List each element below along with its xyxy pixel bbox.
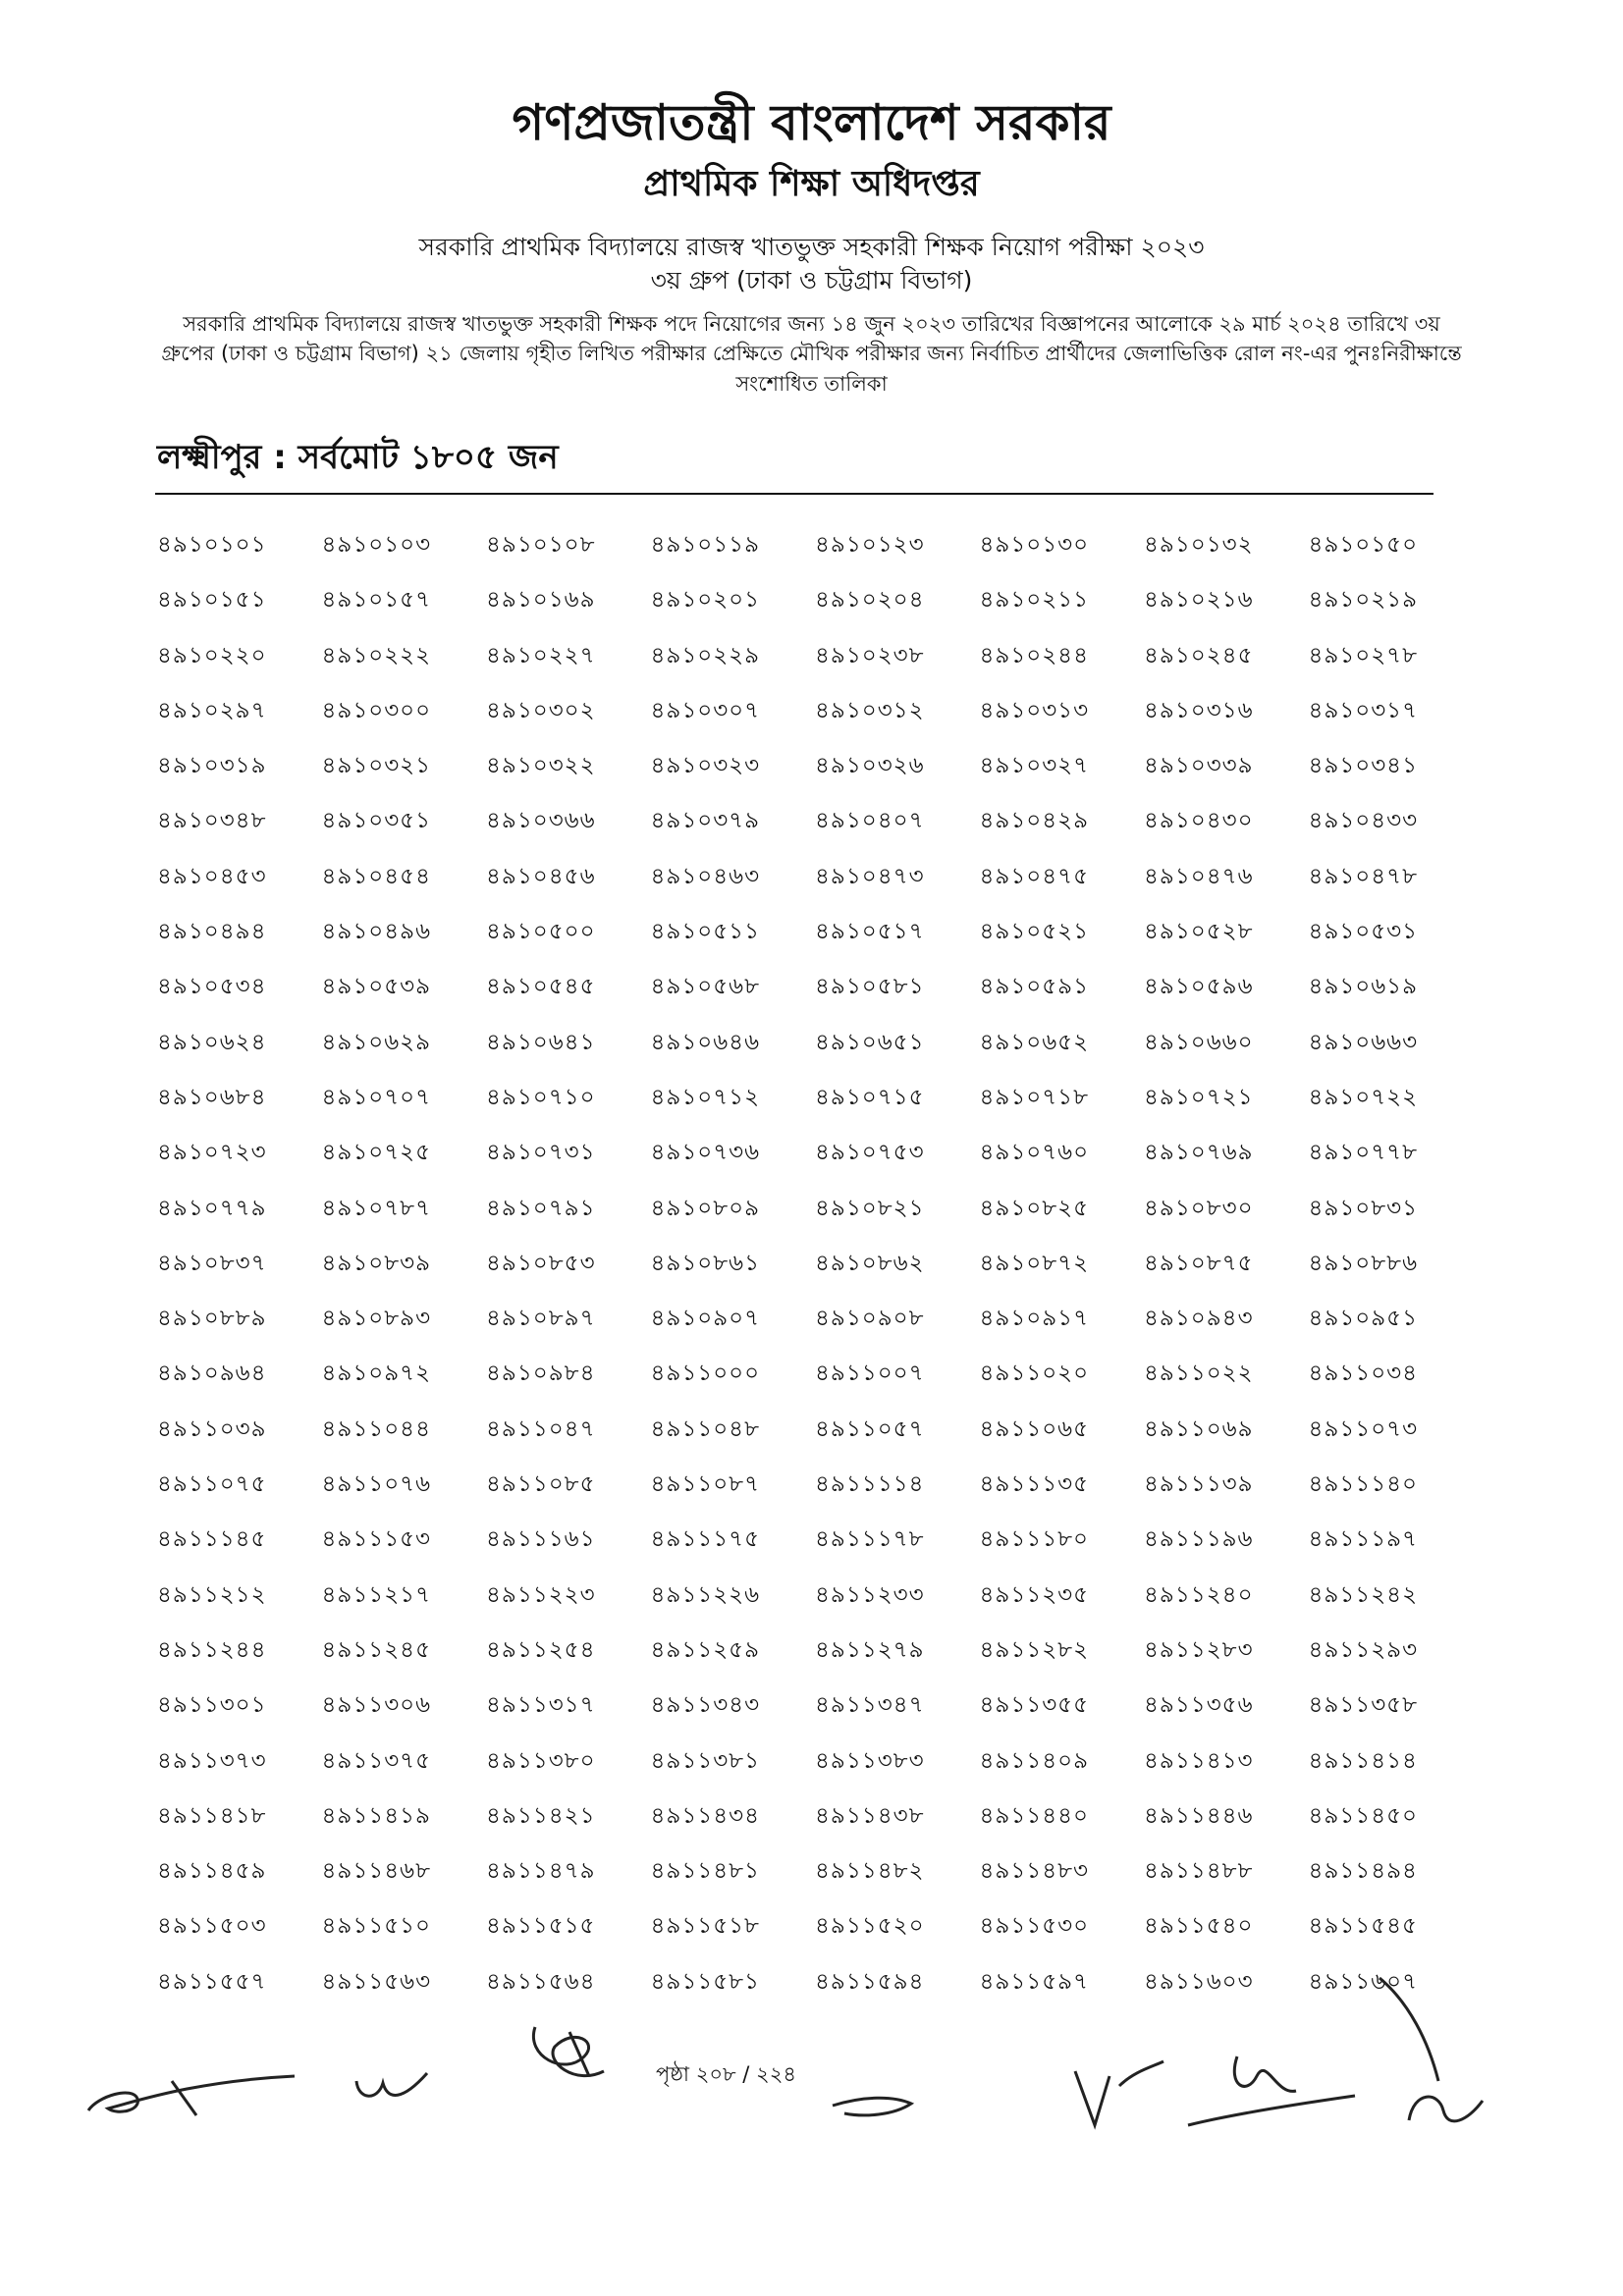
roll-number: ৪৯১০৪২৯ bbox=[979, 808, 1090, 834]
roll-number: ৪৯১০৪৯৬ bbox=[321, 919, 432, 945]
roll-number: ৪৯১১৪৫০ bbox=[1308, 1802, 1419, 1829]
roll-number: ৪৯১১২৪৫ bbox=[321, 1636, 432, 1663]
roll-number: ৪৯১০৬২৯ bbox=[321, 1029, 432, 1055]
roll-number: ৪৯১১০৩৪ bbox=[1308, 1361, 1419, 1387]
roll-number: ৪৯১০৫৬৮ bbox=[650, 974, 761, 1000]
roll-number: ৪৯১০৬২৪ bbox=[157, 1029, 267, 1055]
roll-number: ৪৯১০২১১ bbox=[979, 587, 1090, 614]
roll-row bbox=[157, 1907, 1473, 1962]
signature-6 bbox=[1168, 2037, 1365, 2145]
roll-number: ৪৯১০৭৬০ bbox=[979, 1140, 1090, 1166]
roll-number: ৪৯১০৩২৭ bbox=[979, 753, 1090, 779]
roll-number: ৪৯১১৪১৯ bbox=[321, 1802, 431, 1829]
roll-number: ৪৯১০৭১৮ bbox=[979, 1084, 1090, 1110]
roll-number: ৪৯১১১৩৫ bbox=[979, 1471, 1090, 1498]
roll-number: ৪৯১১৪৮৮ bbox=[1144, 1858, 1254, 1885]
roll-number: ৪৯১১০৬৯ bbox=[1144, 1415, 1254, 1442]
roll-row bbox=[157, 802, 1473, 857]
roll-number: ৪৯১০৭৫৩ bbox=[815, 1140, 925, 1166]
roll-number: ৪৯১১০৮৫ bbox=[486, 1471, 596, 1498]
roll-number: ৪৯১০৮৬১ bbox=[650, 1250, 761, 1276]
roll-number: ৪৯১১৩৫৮ bbox=[1308, 1692, 1419, 1719]
roll-number: ৪৯১১৫৪০ bbox=[1144, 1913, 1254, 1940]
roll-row bbox=[157, 747, 1473, 802]
roll-number: ৪৯১১৪৪৬ bbox=[1144, 1802, 1254, 1829]
roll-number: ৪৯১০৩৪৮ bbox=[157, 808, 267, 834]
signature-4 bbox=[825, 2076, 923, 2125]
roll-row bbox=[157, 1300, 1473, 1355]
roll-row bbox=[157, 1190, 1473, 1245]
roll-number: ৪৯১০৩৭৯ bbox=[650, 808, 761, 834]
roll-number: ৪৯১০৮৫৩ bbox=[486, 1250, 596, 1276]
roll-number: ৪৯১১১৯৬ bbox=[1144, 1526, 1254, 1553]
roll-number: ৪৯১১৩৮১ bbox=[650, 1747, 761, 1774]
heading-divider bbox=[155, 493, 1434, 495]
roll-row bbox=[157, 913, 1473, 968]
roll-number: ৪৯১১১৭৫ bbox=[650, 1526, 761, 1553]
roll-number: ৪৯১০১০১ bbox=[157, 532, 267, 558]
roll-number: ৪৯১১২৩৩ bbox=[815, 1581, 925, 1608]
roll-number: ৪৯১১৩৫৬ bbox=[1144, 1692, 1254, 1719]
roll-number: ৪৯১১৪৮২ bbox=[815, 1858, 925, 1885]
roll-number: ৪৯১১০২২ bbox=[1144, 1361, 1254, 1387]
roll-number: ৪৯১১০৭৫ bbox=[157, 1471, 267, 1498]
roll-number: ৪৯১০১৬৯ bbox=[486, 587, 596, 614]
roll-number: ৪৯১০৭২১ bbox=[1144, 1084, 1254, 1110]
roll-number: ৪৯১১৫১৮ bbox=[650, 1913, 760, 1940]
roll-number: ৪৯১০৬৮৪ bbox=[157, 1084, 267, 1110]
roll-number: ৪৯১০৩১৯ bbox=[157, 753, 267, 779]
roll-number: ৪৯১০৮৯৭ bbox=[486, 1306, 596, 1332]
roll-number: ৪৯১০৭৩৬ bbox=[650, 1140, 761, 1166]
roll-number: ৪৯১০৫৩৪ bbox=[157, 974, 267, 1000]
roll-number: ৪৯১০৩৪১ bbox=[1308, 753, 1419, 779]
roll-number: ৪৯১০৩০৭ bbox=[650, 697, 761, 723]
roll-number: ৪৯১১৪১৪ bbox=[1308, 1747, 1418, 1774]
roll-number: ৪৯১১৫২০ bbox=[815, 1913, 925, 1940]
signature-2 bbox=[349, 2061, 437, 2110]
roll-number: ৪৯১০২৪৪ bbox=[979, 642, 1090, 668]
roll-number: ৪৯১০২৯৭ bbox=[157, 697, 267, 723]
roll-number: ৪৯১১২২৩ bbox=[486, 1581, 596, 1608]
roll-number: ৪৯১০৬৫১ bbox=[815, 1029, 925, 1055]
roll-number: ৪৯১০৭০৭ bbox=[321, 1084, 432, 1110]
roll-number: ৪৯১০৮০৯ bbox=[650, 1195, 761, 1221]
roll-number: ৪৯১১০২০ bbox=[979, 1361, 1090, 1387]
roll-number: ৪৯১০১১৯ bbox=[650, 532, 761, 558]
roll-number: ৪৯১০৯৫১ bbox=[1308, 1306, 1419, 1332]
roll-number: ৪৯১০৮৩৭ bbox=[157, 1250, 267, 1276]
roll-number: ৪৯১০৫৩১ bbox=[1308, 919, 1419, 945]
roll-number: ৪৯১১৫৫৭ bbox=[157, 1968, 267, 1995]
roll-number-table bbox=[157, 526, 1473, 2018]
roll-number: ৪৯১১৪৩৮ bbox=[815, 1802, 925, 1829]
roll-number: ৪৯১১২৪২ bbox=[1308, 1581, 1419, 1608]
roll-number: ৪৯১০৫০০ bbox=[486, 919, 596, 945]
roll-number: ৪৯১১৩০৬ bbox=[321, 1692, 432, 1719]
roll-number: ৪৯১০২২০ bbox=[157, 642, 267, 668]
roll-number: ৪৯১০৮৭২ bbox=[979, 1250, 1090, 1276]
roll-row bbox=[157, 1079, 1473, 1134]
roll-number: ৪৯১১২৩৫ bbox=[979, 1581, 1090, 1608]
document-header bbox=[0, 93, 1623, 399]
roll-number: ৪৯১০৬১৯ bbox=[1308, 974, 1419, 1000]
roll-number: ৪৯১০৪৩৩ bbox=[1308, 808, 1419, 834]
roll-number: ৪৯১১২৫৪ bbox=[486, 1636, 596, 1663]
roll-number: ৪৯১১৫৬৩ bbox=[321, 1968, 432, 1995]
roll-number: ৪৯১১৫৮১ bbox=[650, 1968, 760, 1995]
roll-row bbox=[157, 692, 1473, 747]
roll-number: ৪৯১১৩৪৩ bbox=[650, 1692, 761, 1719]
roll-number: ৪৯১১৩৮০ bbox=[486, 1747, 596, 1774]
roll-number: ৪৯১০৯০৭ bbox=[650, 1306, 761, 1332]
roll-number: ৪৯১০৮৮৬ bbox=[1308, 1250, 1419, 1276]
roll-number: ৪৯১০৩২৬ bbox=[815, 753, 925, 779]
roll-number: ৪৯১০৩২৩ bbox=[650, 753, 761, 779]
roll-number: ৪৯১০৩২১ bbox=[321, 753, 432, 779]
roll-number: ৪৯১১০৮৭ bbox=[650, 1471, 761, 1498]
roll-number: ৪৯১০৮২১ bbox=[815, 1195, 925, 1221]
roll-number: ৪৯১০৪৬৩ bbox=[650, 863, 761, 889]
roll-number: ৪৯১১০০৭ bbox=[815, 1361, 925, 1387]
roll-number: ৪৯১০৭১২ bbox=[650, 1084, 761, 1110]
roll-number: ৪৯১০১০৮ bbox=[486, 532, 596, 558]
roll-number: ৪৯১০৩০০ bbox=[321, 697, 432, 723]
roll-number: ৪৯১০৬৬৩ bbox=[1308, 1029, 1419, 1055]
roll-number: ৪৯১১২৮৩ bbox=[1144, 1636, 1254, 1663]
roll-number: ৪৯১১২১২ bbox=[157, 1581, 267, 1608]
roll-number: ৪৯১১৪১৩ bbox=[1144, 1747, 1254, 1774]
roll-number: ৪৯১১৪৭৯ bbox=[486, 1858, 596, 1885]
roll-number: ৪৯১১৫০৩ bbox=[157, 1913, 267, 1940]
roll-number: ৪৯১১৫৯৭ bbox=[979, 1968, 1090, 1995]
roll-number: ৪৯১০২৩৮ bbox=[815, 642, 925, 668]
roll-number: ৪৯১১১১৪ bbox=[815, 1471, 925, 1498]
roll-number: ৪৯১০৩৬৬ bbox=[486, 808, 596, 834]
roll-number: ৪৯১১৪৬৮ bbox=[321, 1858, 432, 1885]
roll-number: ৪৯১০৩২২ bbox=[486, 753, 596, 779]
roll-row bbox=[157, 1576, 1473, 1631]
roll-row bbox=[157, 1024, 1473, 1079]
roll-number: ৪৯১১২৮২ bbox=[979, 1636, 1090, 1663]
roll-number: ৪৯১০৪৭৫ bbox=[979, 863, 1090, 889]
roll-number: ৪৯১০৩৩৯ bbox=[1144, 753, 1254, 779]
roll-number: ৪৯১০৯৪৩ bbox=[1144, 1306, 1254, 1332]
roll-number: ৪৯১০৭২৩ bbox=[157, 1140, 267, 1166]
roll-number: ৪৯১০৭৬৯ bbox=[1144, 1140, 1254, 1166]
roll-number: ৪৯১০৮৭৫ bbox=[1144, 1250, 1254, 1276]
roll-number: ৪৯১০৫৩৯ bbox=[321, 974, 432, 1000]
roll-number: ৪৯১০৪৫৩ bbox=[157, 863, 267, 889]
roll-number: ৪৯১০৮৮৯ bbox=[157, 1306, 267, 1332]
roll-row bbox=[157, 1742, 1473, 1797]
roll-row bbox=[157, 581, 1473, 636]
roll-row bbox=[157, 1852, 1473, 1907]
roll-number: ৪৯১১৩৪৭ bbox=[815, 1692, 925, 1719]
roll-number: ৪৯১০৩১২ bbox=[815, 697, 925, 723]
roll-row bbox=[157, 1355, 1473, 1410]
roll-number: ৪৯১১১৪৫ bbox=[157, 1526, 267, 1553]
roll-number: ৪৯১১০৪৪ bbox=[321, 1415, 432, 1442]
roll-number: ৪৯১০৮৩৯ bbox=[321, 1250, 432, 1276]
roll-number: ৪৯১১৫৯৪ bbox=[815, 1968, 925, 1995]
roll-row bbox=[157, 526, 1473, 581]
roll-number: ৪৯১০৮২৫ bbox=[979, 1195, 1090, 1221]
roll-number: ৪৯১১১৫৩ bbox=[321, 1526, 432, 1553]
roll-number: ৪৯১১১৬১ bbox=[486, 1526, 596, 1553]
roll-number: ৪৯১০২২৭ bbox=[486, 642, 596, 668]
roll-number: ৪৯১০৮৩০ bbox=[1144, 1195, 1254, 1221]
roll-number: ৪৯১১৪১৮ bbox=[157, 1802, 267, 1829]
roll-number: ৪৯১০২০১ bbox=[650, 587, 761, 614]
roll-number: ৪৯১০৪৭৬ bbox=[1144, 863, 1254, 889]
roll-number: ৪৯১১৫৬৪ bbox=[486, 1968, 596, 1995]
page-number: পৃষ্ঠা ২০৮ / ২২৪ bbox=[656, 2062, 796, 2086]
exam-title: সরকারি প্রাথমিক বিদ্যালয়ে রাজস্ব খাতভুক্ত সহকারী শিক্ষক নিয়োগ পরীক্ষা ২০২৩ bbox=[418, 232, 1205, 261]
roll-number: ৪৯১০৩০২ bbox=[486, 697, 596, 723]
roll-number: ৪৯১১২১৭ bbox=[321, 1581, 432, 1608]
roll-number: ৪৯১০২১৬ bbox=[1144, 587, 1254, 614]
roll-number: ৪৯১১৪৮১ bbox=[650, 1858, 760, 1885]
roll-number: ৪৯১১৩৫৫ bbox=[979, 1692, 1090, 1719]
roll-number: ৪৯১১৬০৩ bbox=[1144, 1968, 1254, 1995]
roll-number: ৪৯১০১৫১ bbox=[157, 587, 267, 614]
roll-number: ৪৯১১৩৭৫ bbox=[321, 1747, 432, 1774]
roll-number: ৪৯১০৭১৫ bbox=[815, 1084, 925, 1110]
roll-number: ৪৯১১০৭৩ bbox=[1308, 1415, 1419, 1442]
district-total-heading: লক্ষ্মীপুর : সর্বমোট ১৮০৫ জন bbox=[157, 438, 559, 477]
roll-number: ৪৯১১৩১৭ bbox=[486, 1692, 596, 1719]
roll-number: ৪৯১০৫২৮ bbox=[1144, 919, 1254, 945]
roll-number: ৪৯১০৭৩১ bbox=[486, 1140, 596, 1166]
roll-number: ৪৯১০৫৪৫ bbox=[486, 974, 596, 1000]
roll-row bbox=[157, 1631, 1473, 1686]
roll-number: ৪৯১০২৪৫ bbox=[1144, 642, 1254, 668]
roll-number: ৪৯১১৪৯৪ bbox=[1308, 1858, 1418, 1885]
roll-number: ৪৯১১৪৩৪ bbox=[650, 1802, 761, 1829]
roll-row bbox=[157, 1411, 1473, 1466]
roll-number: ৪৯১০৭৯১ bbox=[486, 1195, 596, 1221]
roll-number: ৪৯১০১৩০ bbox=[979, 532, 1090, 558]
roll-number: ৪৯১১০৭৬ bbox=[321, 1471, 432, 1498]
roll-number: ৪৯১০৬৪১ bbox=[486, 1029, 596, 1055]
roll-row bbox=[157, 1963, 1473, 2018]
roll-number: ৪৯১০৭৭৯ bbox=[157, 1195, 267, 1221]
roll-number: ৪৯১০৩৫১ bbox=[321, 808, 432, 834]
roll-number: ৪৯১১১৯৭ bbox=[1308, 1526, 1419, 1553]
department-title: প্রাথমিক শিক্ষা অধিদপ্তর bbox=[643, 164, 980, 204]
roll-number: ৪৯১১৫৩০ bbox=[979, 1913, 1090, 1940]
signature-3 bbox=[515, 2017, 633, 2096]
roll-number: ৪৯১১০৩৯ bbox=[157, 1415, 267, 1442]
roll-number: ৪৯১০৩১৭ bbox=[1308, 697, 1419, 723]
roll-number: ৪৯১১৫৪৫ bbox=[1308, 1913, 1418, 1940]
roll-number: ৪৯১০৬৪৬ bbox=[650, 1029, 761, 1055]
notice-description: সরকারি প্রাথমিক বিদ্যালয়ে রাজস্ব খাতভুক্ত সহকারী শিক্ষক পদে নিয়োগের জন্য ১৪ জুন ২০২৩ তারিখের বিজ্ঞাপনের আলোকে ২৯ মার্চ ২০২৪ তারিখে ৩য় গ্রুপের (ঢাকা ও চট্টগ্রাম বিভাগ) ২১ জেলায় গৃহীত লিখিত পরীক্ষার প্রেক্ষিতে মৌখিক পরীক্ষার জন্য নির্বাচিত প্রার্থীদের জেলাভিত্তিক রোল নং-এর পুনঃনিরীক্ষান্তে সংশোধিত তালিকা bbox=[161, 311, 1462, 396]
roll-number: ৪৯১০৯৬৪ bbox=[157, 1361, 267, 1387]
roll-number: ৪৯১০৮৩১ bbox=[1308, 1195, 1419, 1221]
roll-number: ৪৯১০৪৭৮ bbox=[1308, 863, 1419, 889]
roll-row bbox=[157, 1797, 1473, 1852]
roll-row bbox=[157, 637, 1473, 692]
roll-number: ৪৯১১৪৫৯ bbox=[157, 1858, 267, 1885]
roll-number: ৪৯১০১৫০ bbox=[1308, 532, 1419, 558]
roll-number: ৪৯১১৩৭৩ bbox=[157, 1747, 267, 1774]
roll-number: ৪৯১১২৪০ bbox=[1144, 1581, 1254, 1608]
roll-number: ৪৯১১১৮০ bbox=[979, 1526, 1090, 1553]
roll-number: ৪৯১১৩৮৩ bbox=[815, 1747, 925, 1774]
roll-number: ৪৯১০৭৭৮ bbox=[1308, 1140, 1419, 1166]
signature-7 bbox=[1370, 1973, 1497, 2140]
roll-number: ৪৯১০১৩২ bbox=[1144, 532, 1254, 558]
roll-number: ৪৯১১২৯৩ bbox=[1308, 1636, 1419, 1663]
roll-number: ৪৯১১৫১৫ bbox=[486, 1913, 596, 1940]
roll-number: ৪৯১০১০৩ bbox=[321, 532, 432, 558]
roll-number: ৪৯১০২৭৮ bbox=[1308, 642, 1419, 668]
roll-number: ৪৯১০৫২১ bbox=[979, 919, 1090, 945]
signature-1 bbox=[79, 2042, 304, 2130]
roll-number: ৪৯১১০৪৮ bbox=[650, 1415, 761, 1442]
roll-number: ৪৯১০১২৩ bbox=[815, 532, 925, 558]
roll-number: ৪৯১১৬০৭ bbox=[1308, 1968, 1419, 1995]
roll-number: ৪৯১১০৪৭ bbox=[486, 1415, 596, 1442]
roll-row bbox=[157, 1466, 1473, 1521]
roll-number: ৪৯১০৪৫৬ bbox=[486, 863, 596, 889]
group-title: ৩য় গ্রুপ (ঢাকা ও চট্টগ্রাম বিভাগ) bbox=[650, 266, 973, 295]
roll-number: ৪৯১০৮৯৩ bbox=[321, 1306, 432, 1332]
roll-number: ৪৯১০৪৭৩ bbox=[815, 863, 925, 889]
roll-number: ৪৯১১৪২১ bbox=[486, 1802, 596, 1829]
roll-number: ৪৯১০৫৯১ bbox=[979, 974, 1090, 1000]
roll-row bbox=[157, 1245, 1473, 1300]
roll-row bbox=[157, 858, 1473, 913]
roll-number: ৪৯১০২০৪ bbox=[815, 587, 925, 614]
roll-number: ৪৯১০৫৮১ bbox=[815, 974, 925, 1000]
roll-row bbox=[157, 968, 1473, 1023]
roll-number: ৪৯১০৪৩০ bbox=[1144, 808, 1254, 834]
roll-number: ৪৯১০৯০৮ bbox=[815, 1306, 925, 1332]
signature-5 bbox=[1065, 2047, 1173, 2135]
roll-number: ৪৯১০৩১৬ bbox=[1144, 697, 1254, 723]
roll-number: ৪৯১১১৪০ bbox=[1308, 1471, 1419, 1498]
roll-number: ৪৯১০৭২২ bbox=[1308, 1084, 1419, 1110]
roll-number: ৪৯১০৪৫৪ bbox=[321, 863, 432, 889]
roll-number: ৪৯১০২২২ bbox=[321, 642, 432, 668]
roll-number: ৪৯১০৯৮৪ bbox=[486, 1361, 596, 1387]
roll-number: ৪৯১০৬৬০ bbox=[1144, 1029, 1254, 1055]
roll-number: ৪৯১১৪৪০ bbox=[979, 1802, 1090, 1829]
roll-number: ৪৯১০৭২৫ bbox=[321, 1140, 432, 1166]
roll-number: ৪৯১১২৫৯ bbox=[650, 1636, 761, 1663]
roll-number: ৪৯১১২২৬ bbox=[650, 1581, 761, 1608]
roll-row bbox=[157, 1134, 1473, 1189]
roll-number: ৪৯১১১৩৯ bbox=[1144, 1471, 1254, 1498]
roll-number: ৪৯১১৪৮৩ bbox=[979, 1858, 1090, 1885]
roll-number: ৪৯১০৯১৭ bbox=[979, 1306, 1090, 1332]
roll-number: ৪৯১০২১৯ bbox=[1308, 587, 1419, 614]
roll-number: ৪৯১০৫১১ bbox=[650, 919, 761, 945]
roll-number: ৪৯১১৪০৯ bbox=[979, 1747, 1090, 1774]
roll-number: ৪৯১০৩১৩ bbox=[979, 697, 1090, 723]
roll-number: ৪৯১০৪৯৪ bbox=[157, 919, 267, 945]
roll-number: ৪৯১০৬৫২ bbox=[979, 1029, 1090, 1055]
roll-row bbox=[157, 1686, 1473, 1741]
roll-number: ৪৯১০৫১৭ bbox=[815, 919, 925, 945]
roll-number: ৪৯১০৯৭২ bbox=[321, 1361, 432, 1387]
roll-number: ৪৯১১২৪৪ bbox=[157, 1636, 267, 1663]
roll-number: ৪৯১১০০০ bbox=[650, 1361, 761, 1387]
roll-number: ৪৯১০৭১০ bbox=[486, 1084, 596, 1110]
roll-number: ৪৯১১৩০১ bbox=[157, 1692, 267, 1719]
roll-number: ৪৯১১০৬৫ bbox=[979, 1415, 1090, 1442]
government-title: গণপ্রজাতন্ত্রী বাংলাদেশ সরকার bbox=[512, 94, 1111, 151]
roll-number: ৪৯১০৮৬২ bbox=[815, 1250, 925, 1276]
roll-row bbox=[157, 1521, 1473, 1575]
roll-number: ৪৯১১২৭৯ bbox=[815, 1636, 925, 1663]
roll-number: ৪৯১১০৫৭ bbox=[815, 1415, 925, 1442]
roll-number: ৪৯১১১৭৮ bbox=[815, 1526, 925, 1553]
roll-number: ৪৯১০৫৯৬ bbox=[1144, 974, 1254, 1000]
roll-number: ৪৯১০৭৮৭ bbox=[321, 1195, 432, 1221]
roll-number: ৪৯১০৪০৭ bbox=[815, 808, 925, 834]
roll-number: ৪৯১০১৫৭ bbox=[321, 587, 432, 614]
roll-number: ৪৯১০২২৯ bbox=[650, 642, 761, 668]
roll-number: ৪৯১১৫১০ bbox=[321, 1913, 432, 1940]
